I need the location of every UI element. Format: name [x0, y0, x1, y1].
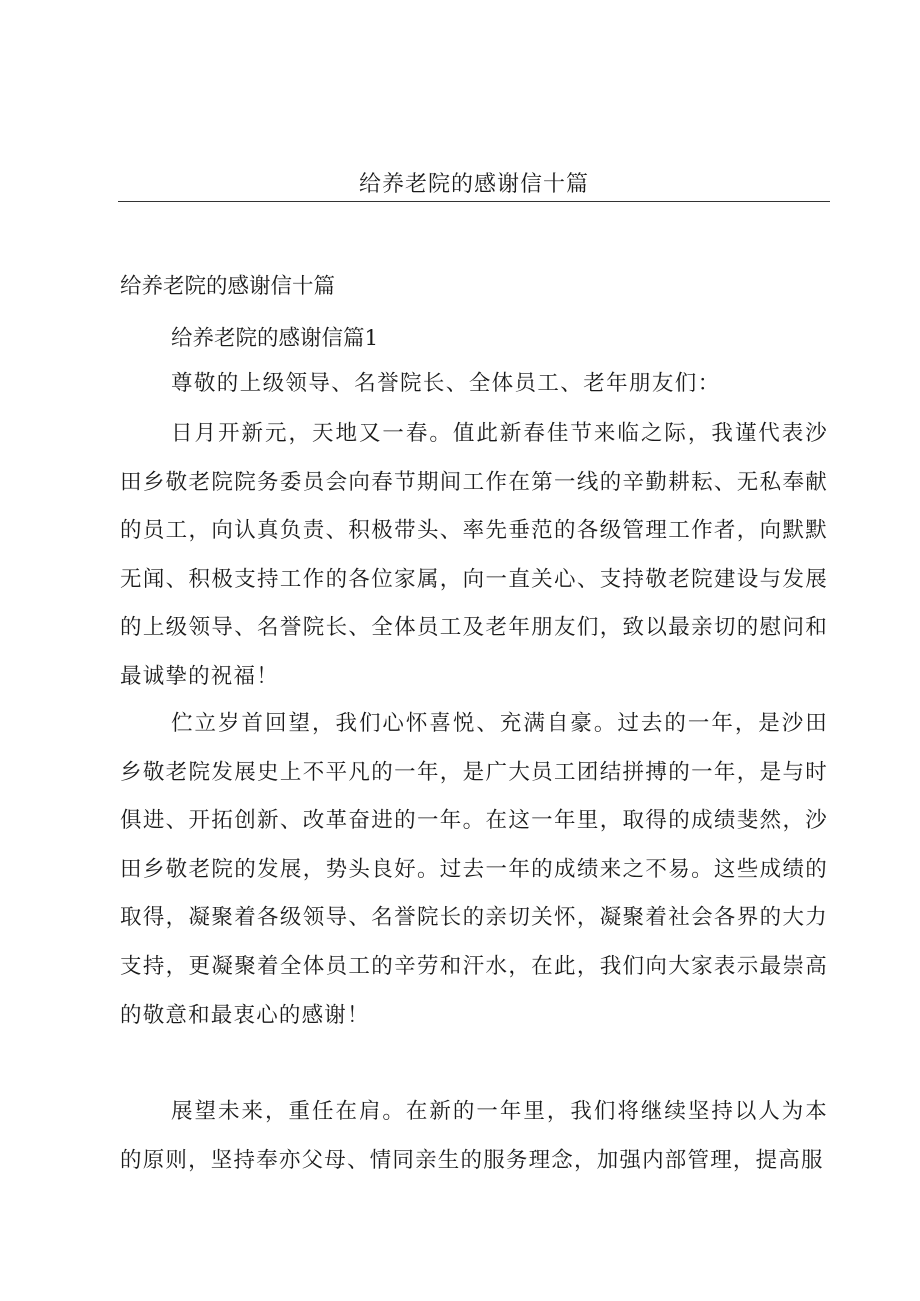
document-title: 给养老院的感谢信十篇	[120, 274, 336, 299]
header-divider	[118, 201, 830, 202]
body-paragraph-3: 展望未来，重任在肩。在新的一年里，我们将继续坚持以人为本的原则，坚持奉亦父母、情同亲生的服务理念，加强内部管理，提高服	[120, 1099, 828, 1173]
letter-greeting: 尊敬的上级领导、名誉院长、全体员工、老年朋友们：	[171, 371, 721, 396]
letter-subtitle: 给养老院的感谢信篇1	[171, 326, 379, 351]
body-paragraph-1: 日月开新元，天地又一春。值此新春佳节来临之际，我谨代表沙田乡敬老院院务委员会向春节期间工作在第一线的辛勤耕耘、无私奉献的员工，向认真负责、积极带头、率先垂范的各级管理工作者，向默默无闻、积极支持工作的各位家属，向一直关心、支持敬老院建设与发展的上级领导、名誉院长、全体员工及老年朋友们，致以最亲切的慰问和最诚挚的祝福！	[120, 421, 828, 689]
body-paragraph-2: 伫立岁首回望，我们心怀喜悦、充满自豪。过去的一年，是沙田乡敬老院发展史上不平凡的一年，是广大员工团结拼搏的一年，是与时俱进、开拓创新、改革奋进的一年。在这一年里，取得的成绩斐然，沙田乡敬老院的发展，势头良好。过去一年的成绩来之不易。这些成绩的取得，凝聚着各级领导、名誉院长的亲切关怀，凝聚着社会各界的大力支持，更凝聚着全体员工的辛劳和汗水，在此，我们向大家表示最崇高的敬意和最衷心的感谢！	[120, 711, 828, 1028]
running-header-title: 给养老院的感谢信十篇	[358, 172, 589, 197]
